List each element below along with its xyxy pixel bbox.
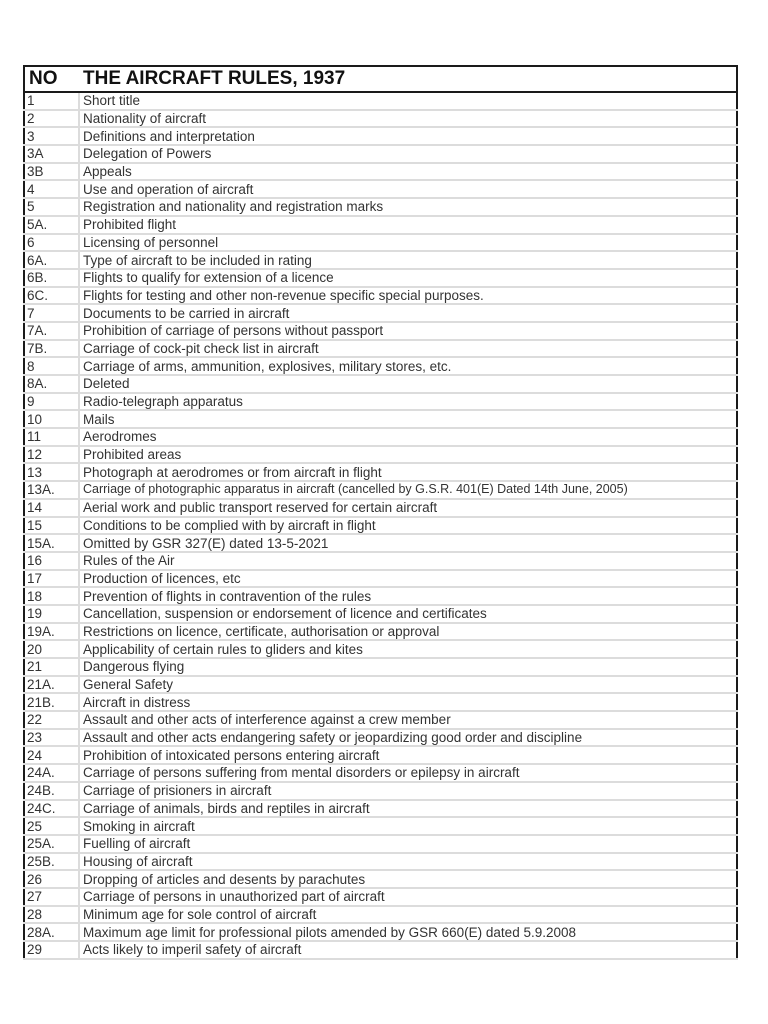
rule-number: 7B. bbox=[24, 340, 79, 358]
table-row bbox=[24, 693, 737, 711]
rule-number: 6C. bbox=[24, 287, 79, 305]
rule-number: 21 bbox=[24, 658, 79, 676]
rule-title: Carriage of photographic apparatus in aircraft (cancelled by G.S.R. 401(E) Dated 14th June, 2005) bbox=[79, 481, 737, 499]
table-row bbox=[24, 499, 737, 517]
rule-title: Carriage of prisioners in aircraft bbox=[79, 782, 737, 800]
rule-number: 12 bbox=[24, 446, 79, 464]
rule-title: Dropping of articles and desents by parachutes bbox=[79, 870, 737, 888]
rule-title: Flights for testing and other non-revenue specific special purposes. bbox=[79, 287, 737, 305]
table-row bbox=[24, 92, 737, 110]
rule-title: Applicability of certain rules to gliders and kites bbox=[79, 640, 737, 658]
rule-number: 11 bbox=[24, 428, 79, 446]
rule-number: 5 bbox=[24, 198, 79, 216]
rule-number: 16 bbox=[24, 552, 79, 570]
rule-number: 13A. bbox=[24, 481, 79, 499]
rule-title: Prohibited flight bbox=[79, 216, 737, 234]
table-row bbox=[24, 658, 737, 676]
rule-title: Prohibition of intoxicated persons entering aircraft bbox=[79, 746, 737, 764]
rule-title: Deleted bbox=[79, 375, 737, 393]
rule-title: Housing of aircraft bbox=[79, 853, 737, 871]
rule-number: 24A. bbox=[24, 764, 79, 782]
table-row bbox=[24, 711, 737, 729]
rule-number: 25 bbox=[24, 817, 79, 835]
rule-number: 1 bbox=[24, 92, 79, 110]
table-row bbox=[24, 729, 737, 747]
table-row bbox=[24, 180, 737, 198]
table-row bbox=[24, 340, 737, 358]
rule-title: Omitted by GSR 327(E) dated 13-5-2021 bbox=[79, 534, 737, 552]
rule-number: 2 bbox=[24, 110, 79, 128]
rule-number: 13 bbox=[24, 463, 79, 481]
table-row bbox=[24, 428, 737, 446]
rule-title: Licensing of personnel bbox=[79, 234, 737, 252]
rule-number: 18 bbox=[24, 587, 79, 605]
table-row bbox=[24, 853, 737, 871]
table-row bbox=[24, 800, 737, 818]
table-row bbox=[24, 676, 737, 694]
table-row bbox=[24, 587, 737, 605]
table-row bbox=[24, 251, 737, 269]
rule-title: Conditions to be complied with by aircraft in flight bbox=[79, 517, 737, 535]
table-row bbox=[24, 835, 737, 853]
table-row bbox=[24, 906, 737, 924]
table-row bbox=[24, 269, 737, 287]
rule-number: 25A. bbox=[24, 835, 79, 853]
rule-number: 9 bbox=[24, 393, 79, 411]
rule-number: 3A bbox=[24, 145, 79, 163]
table-row bbox=[24, 163, 737, 181]
rule-title: Definitions and interpretation bbox=[79, 127, 737, 145]
table-row bbox=[24, 446, 737, 464]
rule-number: 6B. bbox=[24, 269, 79, 287]
rule-number: 7A. bbox=[24, 322, 79, 340]
rule-number: 5A. bbox=[24, 216, 79, 234]
rule-number: 8A. bbox=[24, 375, 79, 393]
rule-number: 28A. bbox=[24, 923, 79, 941]
rule-number: 17 bbox=[24, 570, 79, 588]
rule-title: Prohibited areas bbox=[79, 446, 737, 464]
rule-number: 14 bbox=[24, 499, 79, 517]
rule-title: Assault and other acts of interference against a crew member bbox=[79, 711, 737, 729]
rule-title: Flights to qualify for extension of a licence bbox=[79, 269, 737, 287]
rule-number: 20 bbox=[24, 640, 79, 658]
rule-title: Nationality of aircraft bbox=[79, 110, 737, 128]
table-body bbox=[24, 92, 737, 959]
rule-number: 15A. bbox=[24, 534, 79, 552]
table-row bbox=[24, 888, 737, 906]
table-row bbox=[24, 287, 737, 305]
rule-number: 21A. bbox=[24, 676, 79, 694]
table-row bbox=[24, 304, 737, 322]
rule-title: Type of aircraft to be included in rating bbox=[79, 251, 737, 269]
document-sheet bbox=[23, 65, 736, 960]
table-row bbox=[24, 570, 737, 588]
rule-title: Aerial work and public transport reserved for certain aircraft bbox=[79, 499, 737, 517]
table-header bbox=[24, 66, 737, 92]
rule-title: Smoking in aircraft bbox=[79, 817, 737, 835]
rule-title: Maximum age limit for professional pilots amended by GSR 660(E) dated 5.9.2008 bbox=[79, 923, 737, 941]
rule-number: 21B. bbox=[24, 693, 79, 711]
rule-number: 3 bbox=[24, 127, 79, 145]
rule-title: Registration and nationality and registration marks bbox=[79, 198, 737, 216]
rule-title: Appeals bbox=[79, 163, 737, 181]
table-row bbox=[24, 393, 737, 411]
rule-number: 27 bbox=[24, 888, 79, 906]
rule-title: Mails bbox=[79, 410, 737, 428]
rule-title: Carriage of persons suffering from mental disorders or epilepsy in aircraft bbox=[79, 764, 737, 782]
rule-number: 10 bbox=[24, 410, 79, 428]
rule-number: 7 bbox=[24, 304, 79, 322]
table-row bbox=[24, 357, 737, 375]
rules-table bbox=[23, 65, 738, 960]
rule-number: 22 bbox=[24, 711, 79, 729]
table-row bbox=[24, 941, 737, 959]
rule-title: General Safety bbox=[79, 676, 737, 694]
table-row bbox=[24, 463, 737, 481]
rule-number: 8 bbox=[24, 357, 79, 375]
rule-title: Carriage of animals, birds and reptiles in aircraft bbox=[79, 800, 737, 818]
rule-number: 19A. bbox=[24, 623, 79, 641]
rule-title: Aerodromes bbox=[79, 428, 737, 446]
header-no: NO bbox=[24, 66, 79, 92]
table-row bbox=[24, 817, 737, 835]
rule-number: 3B bbox=[24, 163, 79, 181]
table-row bbox=[24, 746, 737, 764]
rule-title: Radio-telegraph apparatus bbox=[79, 393, 737, 411]
rule-number: 4 bbox=[24, 180, 79, 198]
table-row bbox=[24, 110, 737, 128]
rule-title: Use and operation of aircraft bbox=[79, 180, 737, 198]
rule-title: Acts likely to imperil safety of aircraft bbox=[79, 941, 737, 959]
table-row bbox=[24, 198, 737, 216]
rule-number: 24B. bbox=[24, 782, 79, 800]
table-row bbox=[24, 216, 737, 234]
table-row bbox=[24, 375, 737, 393]
rule-number: 26 bbox=[24, 870, 79, 888]
rule-title: Rules of the Air bbox=[79, 552, 737, 570]
rule-title: Delegation of Powers bbox=[79, 145, 737, 163]
rule-title: Aircraft in distress bbox=[79, 693, 737, 711]
rule-title: Carriage of arms, ammunition, explosives, military stores, etc. bbox=[79, 357, 737, 375]
rule-number: 25B. bbox=[24, 853, 79, 871]
rule-title: Prevention of flights in contravention of the rules bbox=[79, 587, 737, 605]
table-row bbox=[24, 410, 737, 428]
table-row bbox=[24, 623, 737, 641]
rule-number: 15 bbox=[24, 517, 79, 535]
table-row bbox=[24, 870, 737, 888]
rule-number: 29 bbox=[24, 941, 79, 959]
rule-number: 24 bbox=[24, 746, 79, 764]
header-title: THE AIRCRAFT RULES, 1937 bbox=[79, 66, 737, 92]
table-row bbox=[24, 605, 737, 623]
table-row bbox=[24, 923, 737, 941]
rule-title: Production of licences, etc bbox=[79, 570, 737, 588]
table-row bbox=[24, 234, 737, 252]
header-row bbox=[24, 66, 737, 92]
rule-title: Prohibition of carriage of persons without passport bbox=[79, 322, 737, 340]
table-row bbox=[24, 764, 737, 782]
table-row bbox=[24, 481, 737, 499]
table-row bbox=[24, 534, 737, 552]
rule-title: Fuelling of aircraft bbox=[79, 835, 737, 853]
table-row bbox=[24, 640, 737, 658]
rule-title: Dangerous flying bbox=[79, 658, 737, 676]
rule-title: Short title bbox=[79, 92, 737, 110]
rule-number: 6 bbox=[24, 234, 79, 252]
rule-title: Carriage of cock-pit check list in aircraft bbox=[79, 340, 737, 358]
rule-number: 28 bbox=[24, 906, 79, 924]
table-row bbox=[24, 145, 737, 163]
rule-title: Restrictions on licence, certificate, authorisation or approval bbox=[79, 623, 737, 641]
rule-title: Documents to be carried in aircraft bbox=[79, 304, 737, 322]
table-row bbox=[24, 552, 737, 570]
rule-title: Minimum age for sole control of aircraft bbox=[79, 906, 737, 924]
rule-number: 19 bbox=[24, 605, 79, 623]
table-row bbox=[24, 127, 737, 145]
table-row bbox=[24, 322, 737, 340]
table-row bbox=[24, 517, 737, 535]
rule-number: 23 bbox=[24, 729, 79, 747]
rule-title: Carriage of persons in unauthorized part of aircraft bbox=[79, 888, 737, 906]
rule-number: 6A. bbox=[24, 251, 79, 269]
rule-title: Cancellation, suspension or endorsement of licence and certificates bbox=[79, 605, 737, 623]
rule-title: Assault and other acts endangering safety or jeopardizing good order and discipline bbox=[79, 729, 737, 747]
rule-number: 24C. bbox=[24, 800, 79, 818]
table-row bbox=[24, 782, 737, 800]
rule-title: Photograph at aerodromes or from aircraft in flight bbox=[79, 463, 737, 481]
